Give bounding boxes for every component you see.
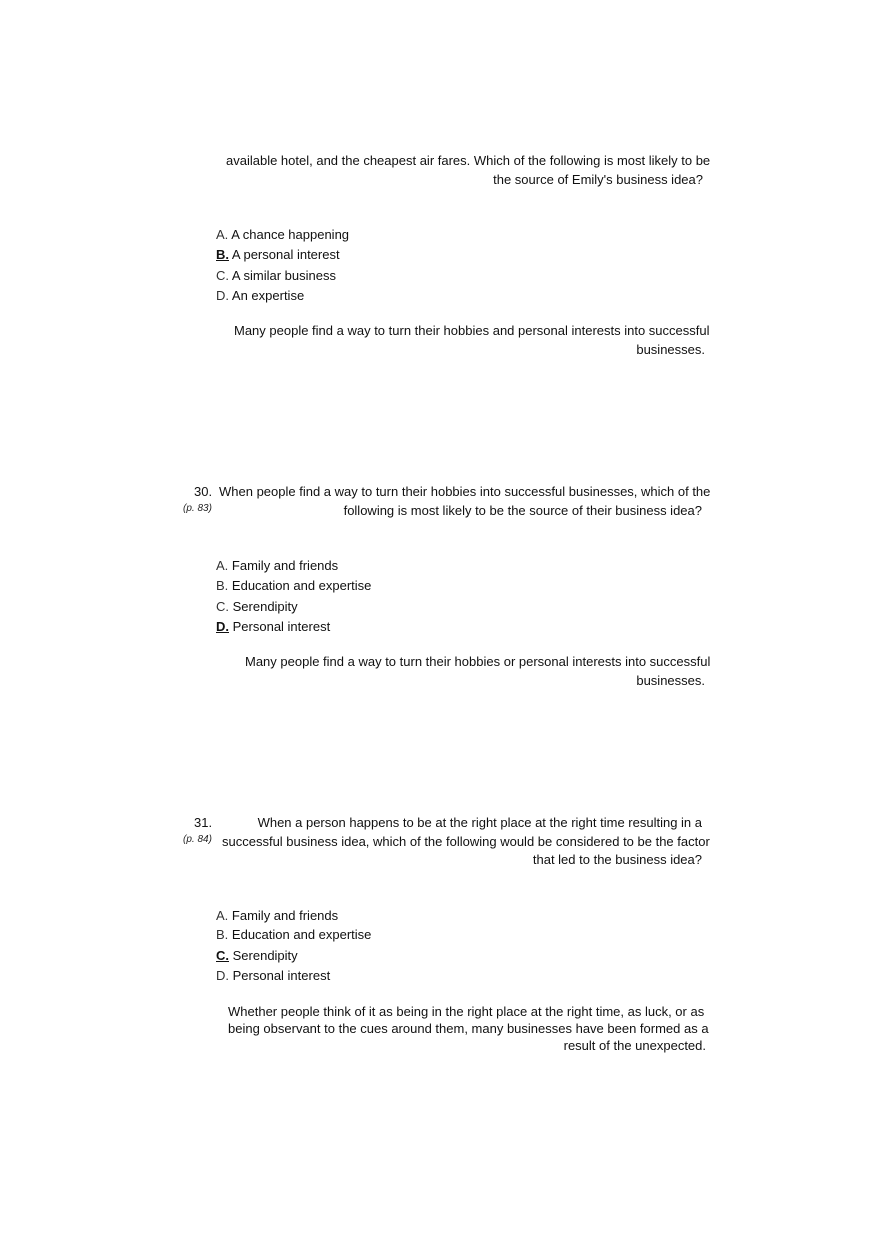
option-text: A similar business xyxy=(231,268,336,283)
option-letter: A. xyxy=(216,558,229,573)
q29-option-d xyxy=(216,288,304,304)
question-number: 30. xyxy=(194,484,213,499)
option-text: Personal interest xyxy=(232,619,331,634)
q31-stem-line-3: that led to the business idea? xyxy=(532,852,702,867)
option-letter: C. xyxy=(216,599,229,614)
q29-option-c xyxy=(216,268,336,284)
q30-option-d xyxy=(216,619,330,635)
q31-option-a xyxy=(216,908,338,924)
correct-option-letter: D. xyxy=(216,619,229,634)
q29-option-a xyxy=(216,227,349,243)
option-letter: A. xyxy=(216,908,229,923)
page-reference: (p. 84) xyxy=(183,834,212,845)
option-text: Family and friends xyxy=(231,908,339,923)
q31-option-b xyxy=(216,927,371,943)
option-text: Serendipity xyxy=(232,599,298,614)
question-number: 31. xyxy=(194,815,213,830)
q29-feedback-line-1: Many people find a way to turn their hobbies and personal interests into successful xyxy=(234,323,710,338)
q31-option-c xyxy=(216,948,298,964)
correct-option-letter: B. xyxy=(216,247,229,262)
q30-option-b xyxy=(216,578,371,594)
option-letter: D. xyxy=(216,288,229,303)
q30-feedback-line-1: Many people find a way to turn their hobbies or personal interests into successful xyxy=(245,654,711,669)
option-text: Education and expertise xyxy=(231,927,372,942)
q31-stem-line-2: successful business idea, which of the following would be considered to be the factor xyxy=(222,834,710,849)
q31-feedback-line-1: Whether people think of it as being in the right place at the right time, as luck, or as xyxy=(228,1004,705,1019)
option-text: Family and friends xyxy=(231,558,339,573)
option-text: An expertise xyxy=(231,288,305,303)
q29-option-b xyxy=(216,247,340,263)
q31-feedback-line-2: being observant to the cues around them, many businesses have been formed as a xyxy=(228,1021,709,1036)
option-letter: B. xyxy=(216,927,229,942)
q30-option-c xyxy=(216,599,298,615)
option-text: A personal interest xyxy=(231,247,340,262)
option-letter: D. xyxy=(216,968,229,983)
option-letter: A. xyxy=(216,227,229,242)
option-letter: B. xyxy=(216,578,229,593)
option-text: Serendipity xyxy=(232,948,298,963)
q29-stem-line-1: available hotel, and the cheapest air fares. Which of the following is most likely to be xyxy=(226,153,711,168)
q31-feedback-line-3: result of the unexpected. xyxy=(563,1038,706,1053)
correct-option-letter: C. xyxy=(216,948,229,963)
q31-stem-line-1: When a person happens to be at the right place at the right time resulting in a xyxy=(257,815,702,830)
option-text: Personal interest xyxy=(232,968,331,983)
q29-feedback-line-2: businesses. xyxy=(636,342,705,357)
q30-stem-line-1: When people find a way to turn their hobbies into successful businesses, which of the xyxy=(219,484,711,499)
q31-option-d xyxy=(216,968,330,984)
option-letter: C. xyxy=(216,268,229,283)
q29-stem-line-2: the source of Emily's business idea? xyxy=(493,172,703,187)
page-reference: (p. 83) xyxy=(183,503,212,514)
option-text: A chance happening xyxy=(231,227,350,242)
q30-stem-line-2: following is most likely to be the source of their business idea? xyxy=(343,503,702,518)
option-text: Education and expertise xyxy=(231,578,372,593)
q30-option-a xyxy=(216,558,338,574)
q30-feedback-line-2: businesses. xyxy=(636,673,705,688)
